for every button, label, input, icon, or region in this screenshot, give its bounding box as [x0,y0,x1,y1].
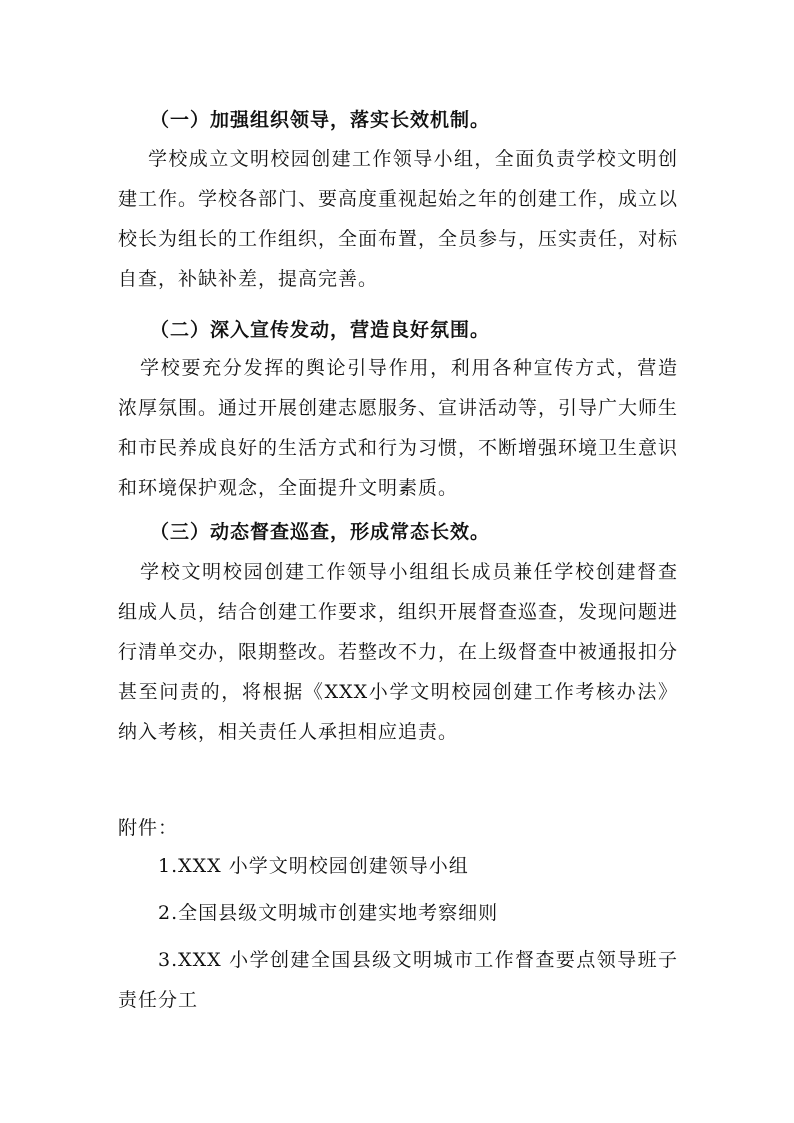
section-paragraph-2: 学校要充分发挥的舆论引导作用，利用各种宣传方式，营造浓厚氛围。通过开展创建志愿服务、宣讲活动等，引导广大师生和市民养成良好的生活方式和行为习惯，不断增强环境卫生意识和环境保护观念，全面提升文明素质。 [118,357,679,499]
attachment-item-3: 3.XXX 小学创建全国县级文明城市工作督查要点领导班子责任分工 [118,949,678,1011]
attachment-item-1: 1.XXX 小学文明校园创建领导小组 [158,855,469,877]
section-paragraph-1: 学校成立文明校园创建工作领导小组，全面负责学校文明创建工作。学校各部门、要高度重视起始之年的创建工作，成立以校长为组长的工作组织，全面布置，全员参与，压实责任，对标自查，补缺补差，提高完善。 [118,148,679,290]
section-paragraph-3: 学校文明校园创建工作领导小组组长成员兼任学校创建督查组成人员，结合创建工作要求，组织开展督查巡查，发现问题进行清单交办，限期整改。若整改不力，在上级督查中被通报扣分甚至问责的，将根据《XXX小学文明校园创建工作考核办法》纳入考核，相关责任人承担相应追责。 [118,561,679,743]
attachments-label: 附件： [118,817,179,839]
section-paragraph-3-block [118,552,678,752]
section-paragraph-1-block [118,139,678,299]
section-heading-1: （一）加强组织领导，落实长效机制。 [150,109,491,131]
attachment-item-2: 2.全国县级文明城市创建实地考察细则 [158,902,499,924]
section-heading-2: （二）深入宣传发动，营造良好氛围。 [150,319,491,341]
section-heading-3: （三）动态督查巡查，形成常态长效。 [150,521,491,543]
section-paragraph-2-block [118,348,678,508]
